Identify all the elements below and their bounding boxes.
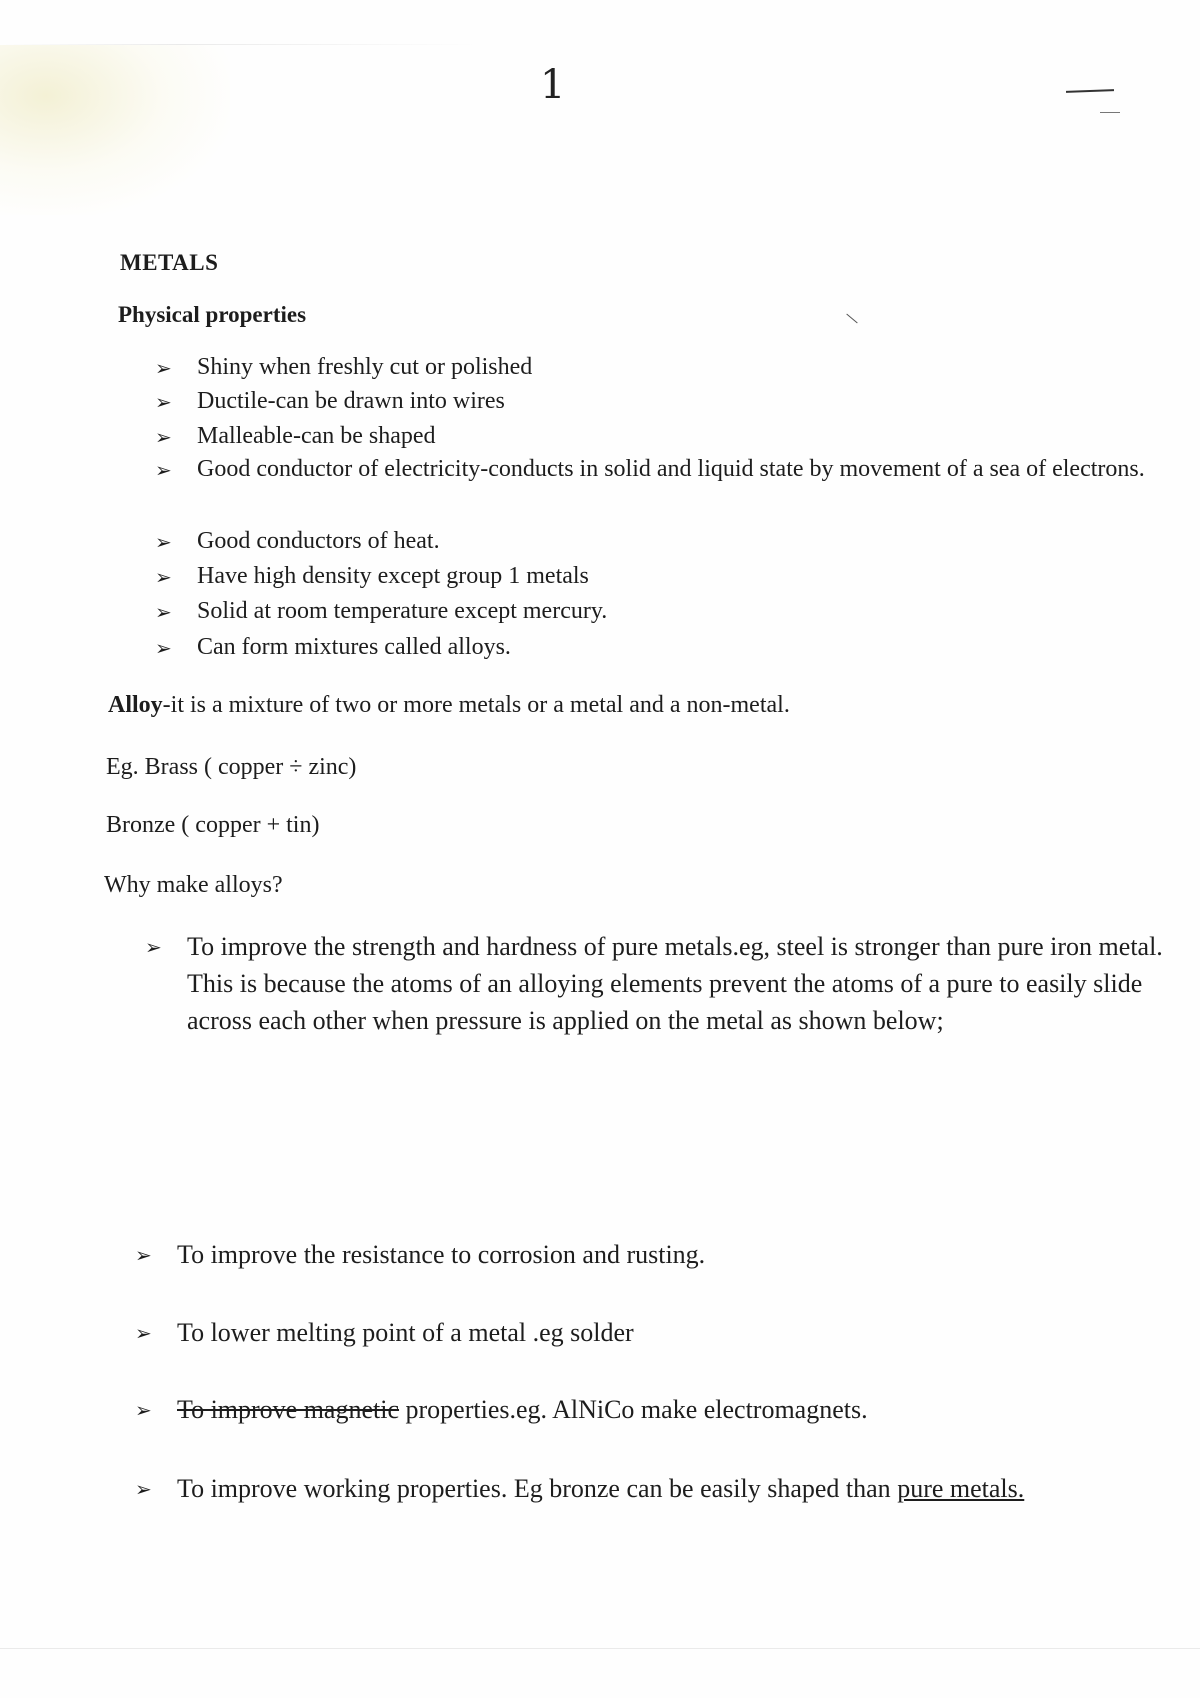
arrow-bullet-icon: ➢ — [155, 600, 172, 624]
example-brass: Eg. Brass ( copper ÷ zinc) — [106, 754, 357, 780]
arrow-bullet-icon: ➢ — [135, 1243, 152, 1267]
arrow-bullet-icon: ➢ — [135, 1477, 152, 1501]
page-title: METALS — [120, 250, 219, 275]
arrow-bullet-icon: ➢ — [155, 458, 172, 482]
list-item: ➢ To improve working properties. Eg bronze can be easily shaped than pure metals. — [135, 1470, 1175, 1508]
list-item: ➢ Malleable-can be shaped — [155, 419, 1155, 455]
list-item: ➢ To improve magnetic properties.eg. AlNiCo make electromagnets. — [135, 1391, 1135, 1429]
list-item: ➢ Shiny when freshly cut or polished — [155, 350, 1155, 386]
alloy-definition-text: -it is a mixture of two or more metals or a metal and a non-metal. — [162, 692, 790, 718]
list-item: ➢ Good conductors of heat. — [155, 524, 1155, 560]
arrow-bullet-icon: ➢ — [155, 390, 172, 414]
arrow-bullet-icon: ➢ — [135, 1398, 152, 1422]
list-item: ➢ Solid at room temperature except mercury. — [155, 594, 1155, 630]
arrow-bullet-icon: ➢ — [155, 565, 172, 589]
list-item: ➢ To lower melting point of a metal .eg solder — [135, 1314, 1135, 1352]
list-item: ➢ To improve the strength and hardness of pure metals.eg, steel is stronger than pure iron metal. This is because the atoms of an alloying elements prevent the atoms of a pure to easily slide across each other when pressure is applied on the metal as shown below; — [145, 928, 1165, 1039]
arrow-bullet-icon: ➢ — [155, 530, 172, 554]
list-item: ➢ Good conductor of electricity-conducts in solid and liquid state by movement of a sea of electrons. — [155, 452, 1145, 488]
arrow-bullet-icon: ➢ — [135, 1321, 152, 1345]
list-item: ➢ Have high density except group 1 metals — [155, 559, 1155, 595]
list-item: ➢ Ductile-can be drawn into wires — [155, 384, 1155, 420]
section-heading: Physical properties — [118, 302, 307, 327]
list-item: ➢ To improve the resistance to corrosion and rusting. — [135, 1236, 1135, 1274]
struck-text: To improve magnetic — [177, 1395, 400, 1424]
list-item: ➢ Can form mixtures called alloys. — [155, 630, 1155, 666]
why-question: Why make alloys? — [104, 872, 283, 898]
arrow-bullet-icon: ➢ — [155, 636, 172, 660]
arrow-bullet-icon: ➢ — [155, 356, 172, 380]
underlined-text: pure metals. — [897, 1474, 1025, 1503]
example-bronze: Bronze ( copper + tin) — [106, 812, 320, 838]
arrow-bullet-icon: ➢ — [155, 425, 172, 449]
arrow-bullet-icon: ➢ — [145, 935, 162, 959]
page-number: 1 — [540, 62, 566, 108]
alloy-term: Alloy — [108, 692, 163, 718]
